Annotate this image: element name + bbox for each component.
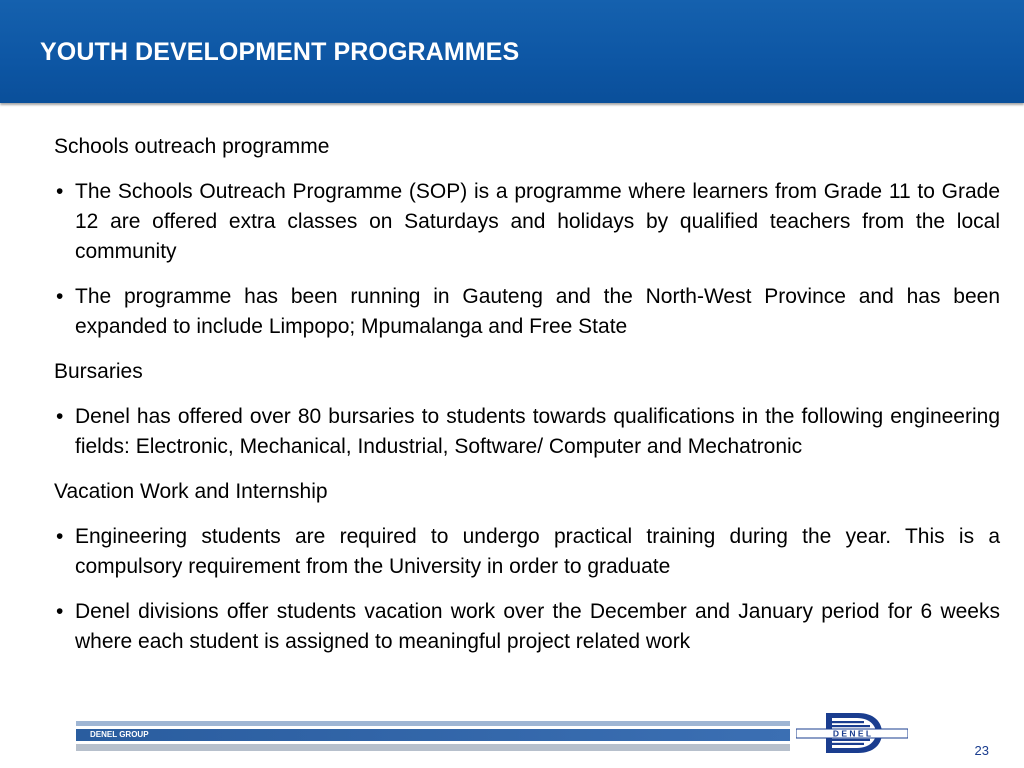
bullet-item [54,522,1000,582]
bullet-item [54,402,1000,462]
bullet-item [54,177,1000,267]
bullet-text: Engineering students are required to undergo practical training during the year. This is a compulsory requirement from the University in order to graduate [75,525,1000,578]
section-heading: Bursaries [54,360,143,383]
denel-logo-icon [796,712,908,754]
bullet-text: The programme has been running in Gauteng and the North-West Province and has been expanded to include Limpopo; Mpumalanga and Free State [75,285,1000,338]
footer-stripes [76,721,790,753]
bullet-marker: • [56,285,64,308]
group-label: DENEL GROUP [90,730,149,739]
bullet-text: Denel has offered over 80 bursaries to students towards qualifications in the following engineering fields: Electronic, Mechanical, Industrial, Software/ Computer and Mechatronic [75,405,1000,458]
bullet-marker: • [56,405,64,428]
slide-content [54,132,1000,672]
bullet-item [54,282,1000,342]
footer-stripe-middle [76,729,790,741]
logo-wordmark: D E N E L [832,728,872,739]
title-bar [0,0,1024,103]
bullet-marker: • [56,525,64,548]
bullet-text: Denel divisions offer students vacation work over the December and January period for 6 weeks where each student is assigned to meaningful project related work [75,600,1000,653]
footer-stripe-bottom [76,744,790,751]
bullet-marker: • [56,600,64,623]
bullet-item [54,597,1000,657]
bullet-text: The Schools Outreach Programme (SOP) is a programme where learners from Grade 11 to Grade 12 are offered extra classes on Saturdays and holidays by qualified teachers from the local community [75,180,1000,263]
bullet-marker: • [56,180,64,203]
section-heading: Schools outreach programme [54,135,330,158]
slide-title: YOUTH DEVELOPMENT PROGRAMMES [40,38,520,66]
section-heading: Vacation Work and Internship [54,480,328,503]
page-number: 23 [974,743,989,758]
footer-stripe-top [76,721,790,726]
